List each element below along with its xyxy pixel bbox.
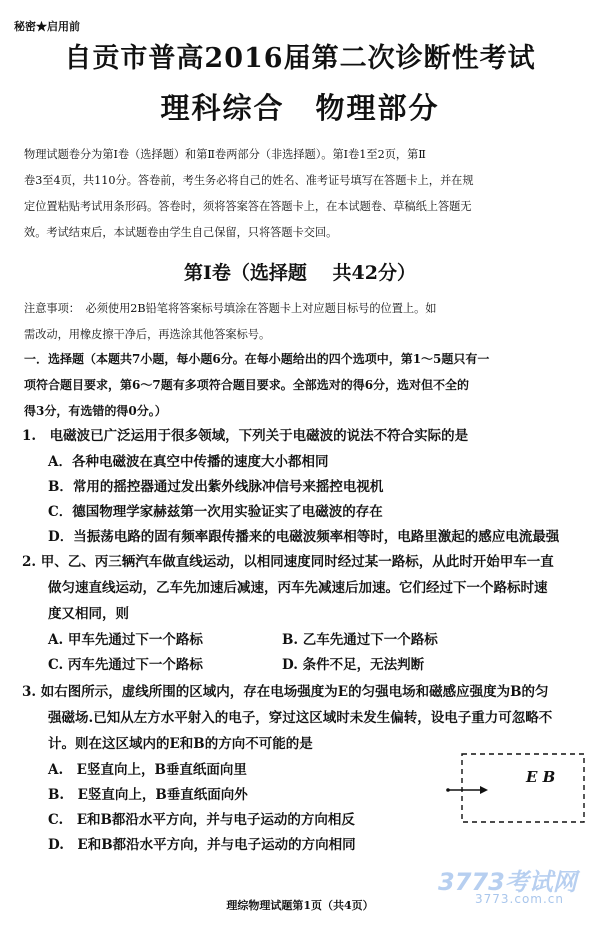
intro-line: 效。考试结束后，本试题卷由学生自己保留，只将答题卡交回。 [24,226,338,239]
question-2-option-a: A. 甲车先通过下一个路标 [48,632,203,648]
question-3-option-c: C. E和B都沿水平方向，并与电子运动的方向相反 [48,812,355,828]
part-one-line: 得3分，有选错的得0分。） [24,404,167,418]
question-3-option-b: B. E竖直向上，B垂直纸面向外 [48,787,248,803]
question-2-stem-line: 度又相同，则 [48,606,129,622]
notes-paragraph [24,296,584,348]
figure-label: E B [526,768,556,786]
question-3-option-a: A. E竖直向上，B垂直纸面向里 [48,762,247,778]
exam-title: 自贡市普高2016届第二次诊断性考试 [64,43,536,74]
question-1-option-b: B．常用的摇控器通过发出紫外线脉冲信号来摇控电视机 [48,479,384,495]
electron-dot [446,788,450,792]
question-3-option-d: D. E和B都沿水平方向，并与电子运动的方向相同 [48,837,356,853]
question-3-stem-line: 3. 如右图所示，虚线所围的区域内，存在电场强度为E的匀强电场和磁感应强度为B的匀 [22,684,549,700]
intro-line: 物理试题卷分为第Ⅰ卷（选择题）和第Ⅱ卷两部分（非选择题）。第Ⅰ卷1至2页，第Ⅱ [24,148,426,161]
notes-line: 注意事项： 必须使用2B铅笔将答案标号填涂在答题卡上对应题目标号的位置上。如 [24,302,437,315]
section-title: 第Ⅰ卷（选择题 共42分） [184,262,416,284]
question-2-option-b: B. 乙车先通过下一个路标 [282,632,438,648]
page-footer: 理综物理试题第1页（共4页） [226,899,374,912]
question-1-option-c: C．德国物理学家赫兹第一次用实验证实了电磁波的存在 [48,504,383,520]
watermark-logo: 3773考试网 [438,868,577,896]
intro-paragraph [24,142,584,246]
question-2-stem-line: 做匀速直线运动，乙车先加速后减速，丙车先减速后加速。它们经过下一个路标时速 [48,580,548,596]
notes-line: 需改动，用橡皮擦干净后，再选涂其他答案标号。 [24,328,271,341]
part-one-line: 一．选择题（本题共7小题，每小题6分。在每小题给出的四个选项中，第1～5题只有一 [24,352,490,366]
part-one-line: 项符合题目要求，第6～7题有多项符合题目要求。全部选对的得6分，选对但不全的 [24,378,470,392]
question-2-stem-line: 2. 甲、乙、丙三辆汽车做直线运动，以相同速度同时经过某一路标，从此时开始甲车一直 [22,554,554,570]
field-region-figure [440,752,590,824]
arrow-head-icon [480,786,488,794]
intro-line: 定位置粘贴考试用条形码。答卷时，须将答案答在答题卡上，在本试题卷、草稿纸上答题无 [24,200,472,213]
question-1-option-d: D．当振荡电路的固有频率跟传播来的电磁波频率相等时，电路里激起的感应电流最强 [48,529,560,545]
secret-label: 秘密★启用前 [14,20,80,33]
question-2-option-d: D. 条件不足，无法判断 [282,657,425,673]
watermark-url: 3773.com.cn [475,892,564,906]
intro-line: 卷3至4页，共110分。答卷前，考生务必将自己的姓名、准考证号填写在答题卡上，并在规 [24,174,474,187]
question-1-stem: 1. 电磁波已广泛运用于很多领域，下列关于电磁波的说法不符合实际的是 [22,428,469,444]
question-3-stem-line: 计。则在这区域内的E和B的方向不可能的是 [48,736,313,752]
field-region-diagram [440,752,590,824]
question-3-stem-line: 强磁场.已知从左方水平射入的电子，穿过这区域时未发生偏转，设电子重力可忽略不 [48,710,553,726]
exam-subtitle: 理科综合 物理部分 [160,91,440,125]
question-1-option-a: A．各种电磁波在真空中传播的速度大小都相同 [48,454,329,470]
part-one-instructions [24,346,584,424]
question-2-option-c: C. 丙车先通过下一个路标 [48,657,203,673]
